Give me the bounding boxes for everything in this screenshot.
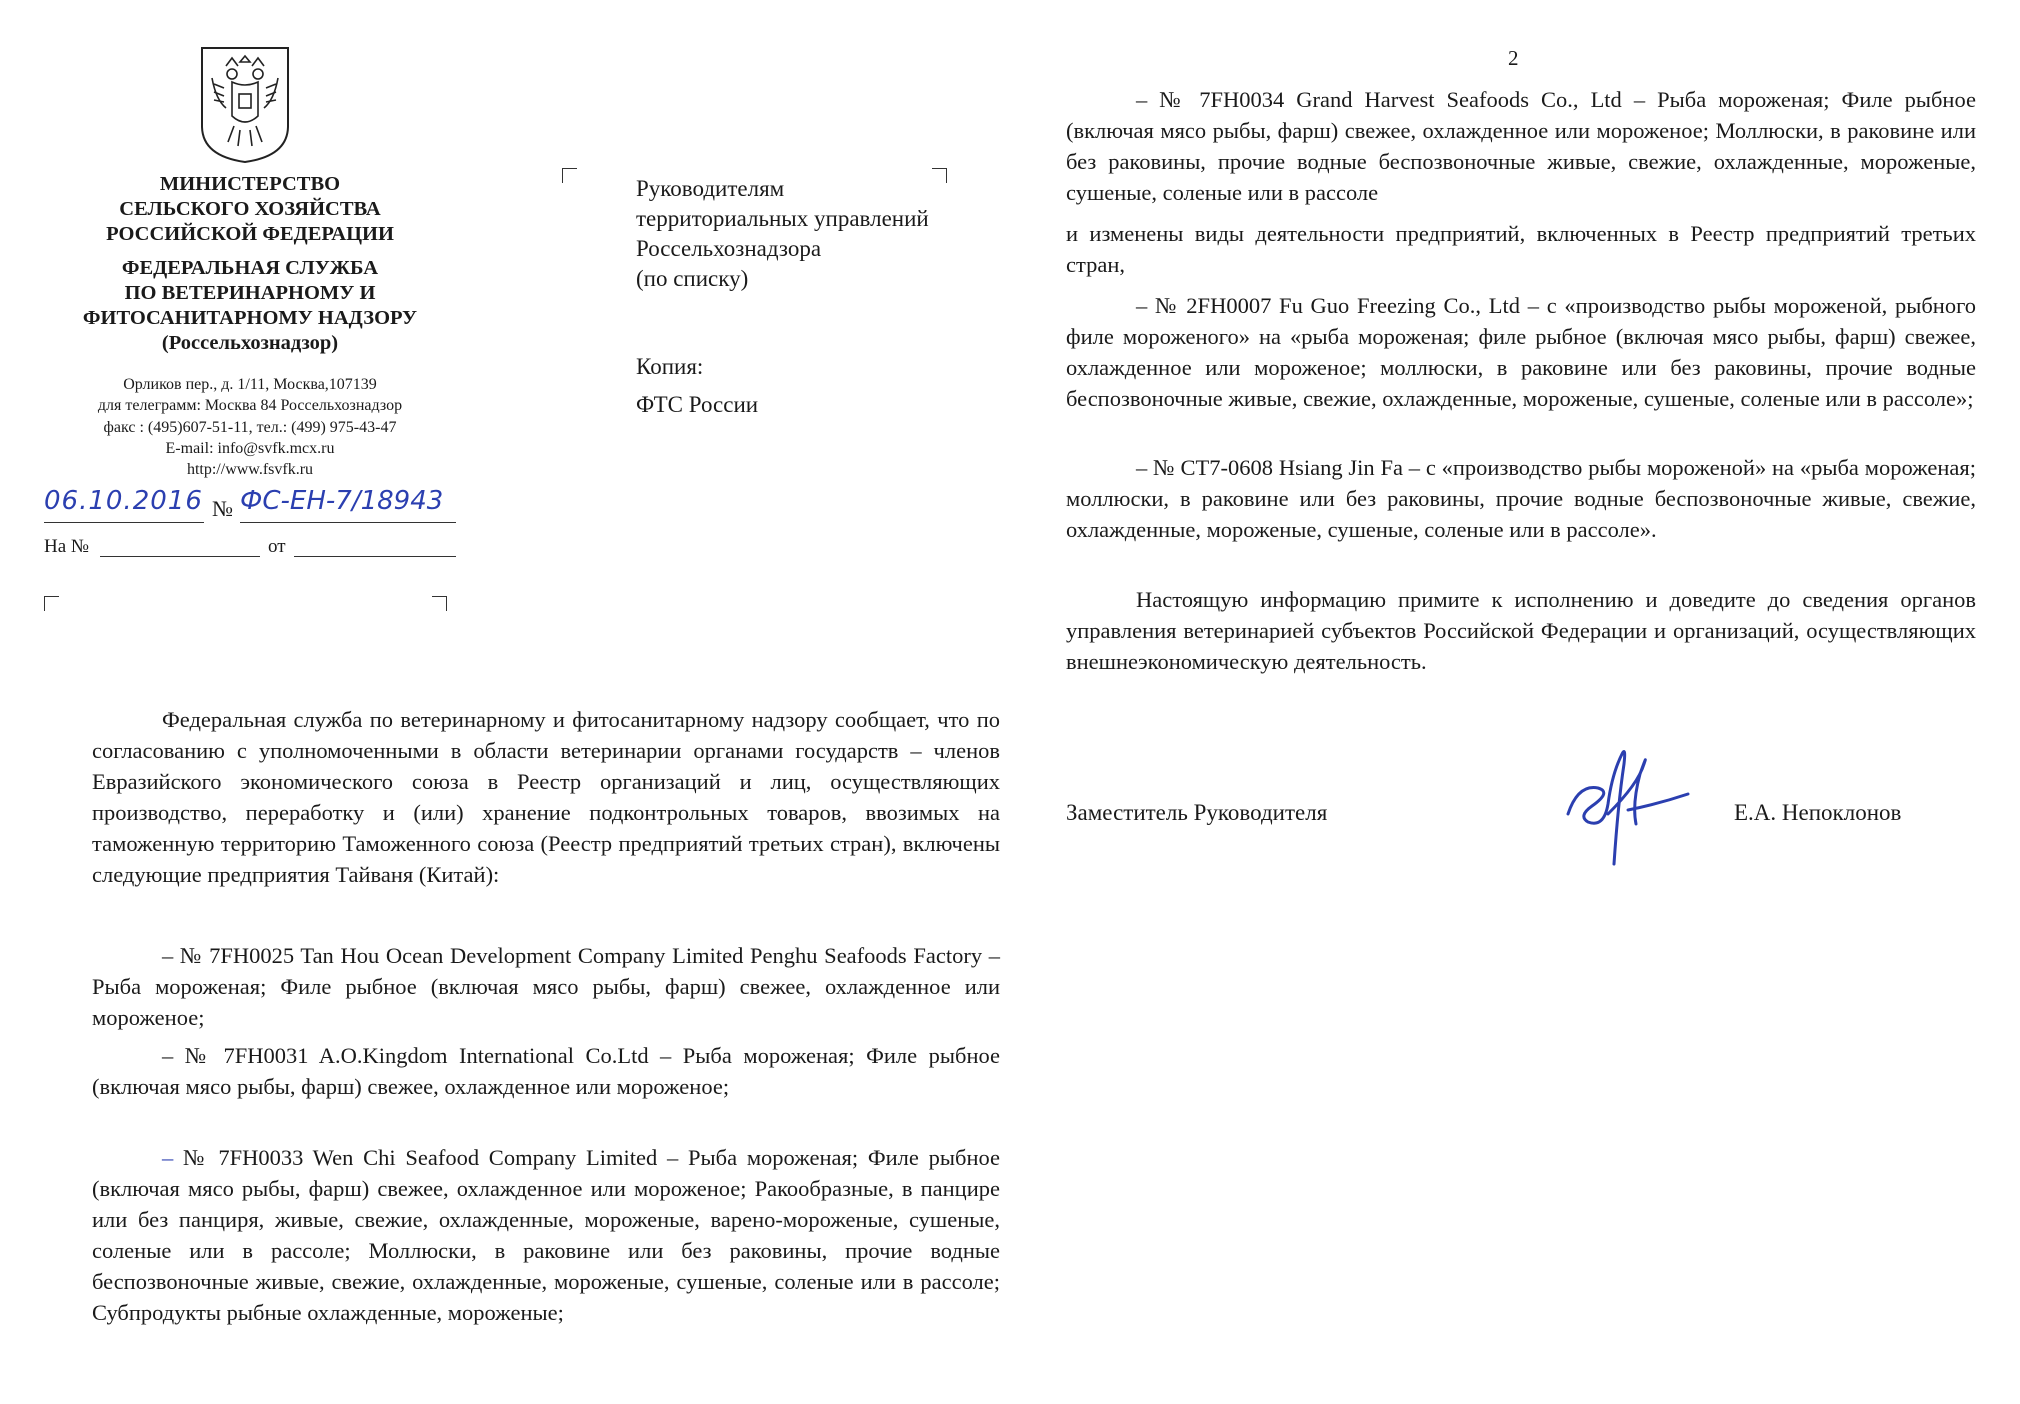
ref-from-label: от bbox=[268, 536, 286, 557]
handwritten-signature bbox=[1548, 744, 1698, 874]
company-item-2FH0007: – № 2FH0007 Fu Guo Freezing Co., Ltd – с «производство рыбы мороженой, рыбного филе мороженого» на «рыба мороженая; филе рыбное (включая мясо рыбы, фарш) свежее, охлажденное или мороженое; моллюски, в раковине или без раковины, прочие водные беспозвоночные живые, свежие, охлажденные, мороженые, сушеные, соленые или в рассоле»; bbox=[1066, 293, 1976, 411]
service-name bbox=[40, 256, 460, 356]
page-number: 2 bbox=[1508, 46, 1519, 70]
service-line: ПО ВЕТЕРИНАРНОМУ И bbox=[124, 282, 376, 304]
addressee-line: территориальных управлений bbox=[636, 206, 929, 231]
intro-paragraph: Федеральная служба по ветеринарному и фитосанитарному надзору сообщает, что по согласованию с уполномоченными в области ветеринарии органами государств – членов Евразийского экономического союза в Реестр организаций и лиц, осуществляющих производство, переработку и (или) хранение подконтрольных товаров, ввозимых на таможенную территорию Таможенного союза (Реестр предприятий третьих стран), включены следующие предприятия Тайваня (Китай): bbox=[92, 707, 1000, 887]
closing-paragraph: Настоящую информацию примите к исполнению и доведите до сведения органов управления ветеринарией субъектов Российской Федерации и организаций, осуществляющих внешнеэкономическую деятельность. bbox=[1066, 587, 1976, 674]
company-item-CT7-0608: – № CT7-0608 Hsiang Jin Fa – с «производство рыбы мороженой» на «рыба мороженая; моллюски, в раковине или без раковины, прочие водные беспозвоночные живые, свежие, охлажденные, мороженые, сушеные, соленые или в рассоле». bbox=[1066, 455, 1976, 542]
address-line: для телеграмм: Москва 84 Россельхознадзор bbox=[97, 397, 403, 415]
ministry-line: РОССИЙСКОЙ ФЕДЕРАЦИИ bbox=[106, 223, 394, 245]
ref-date-line bbox=[294, 556, 456, 557]
ref-label: На № bbox=[44, 536, 90, 557]
addressee-line: Руководителям bbox=[636, 176, 785, 201]
number-field bbox=[240, 486, 456, 523]
address-line: E-mail: info@svfk.mcx.ru bbox=[165, 439, 335, 457]
ref-number-line bbox=[100, 556, 260, 557]
company-item-7FH0025: – № 7FH0025 Tan Hou Ocean Development Company Limited Penghu Seafoods Factory – Рыба мороженая; Филе рыбное (включая мясо рыбы, фарш) свежее, охлажденное или мороженое; bbox=[92, 943, 1000, 1030]
corner-mark bbox=[432, 596, 447, 611]
address-line: факс : (495)607-51-11, тел.: (499) 975-43-47 bbox=[103, 418, 397, 436]
company-item-7FH0033 bbox=[92, 1142, 1000, 1328]
service-line: ФЕДЕРАЛЬНАЯ СЛУЖБА bbox=[121, 257, 379, 279]
ministry-name bbox=[40, 172, 460, 247]
address-line: Орликов пер., д. 1/11, Москва,107139 bbox=[123, 376, 377, 393]
copy-block bbox=[636, 352, 1016, 420]
signatory-name: Е.А. Непоклонов bbox=[1734, 800, 1902, 825]
handwritten-date: 06.10.2016 bbox=[44, 486, 203, 516]
addressee-block bbox=[636, 174, 1016, 294]
company-item-7FH0031: – № 7FH0031 A.O.Kingdom International Co.Ltd – Рыба мороженая; Филе рыбное (включая мясо рыбы, фарш) свежее, охлажденное или мороженое; bbox=[92, 1043, 1000, 1099]
corner-mark bbox=[44, 596, 59, 611]
item-text: № 7FH0033 Wen Chi Seafood Company Limited – Рыба мороженая; Филе рыбное (включая мясо рыбы, фарш) свежее, охлажденное или мороженое; Ракообразные, в панцире или без панциря, живые, свежие, охлажденные, мороженые, варено-мороженые, сушеные, соленые или в рассоле; Моллюски, в раковине или без раковины, прочие водные беспозвоночные живые, свежие, охлажденные, мороженые, сушеные, соленые или в рассоле; Субпродукты рыбные охлажденные, мороженые; bbox=[92, 1145, 1000, 1325]
corner-mark bbox=[562, 168, 577, 183]
sender-address bbox=[40, 374, 460, 480]
signatory-title: Заместитель Руководителя bbox=[1066, 800, 1328, 825]
addressee-line: (по списку) bbox=[636, 266, 749, 291]
coat-of-arms-emblem bbox=[196, 44, 294, 166]
item-dash: – bbox=[162, 1145, 174, 1170]
handwritten-number: ФС-ЕН-7/18943 bbox=[240, 486, 444, 516]
copy-label: Копия: bbox=[636, 354, 704, 379]
company-item-7FH0034: – № 7FH0034 Grand Harvest Seafoods Co., Ltd – Рыба мороженая; Филе рыбное (включая мясо рыбы, фарш) свежее, охлажденное или мороженое; Моллюски, в раковине или без раковины, прочие водные беспозвоночные живые, свежие, охлажденные, мороженые, сушеные, соленые или в рассоле bbox=[1066, 87, 1976, 205]
ministry-line: СЕЛЬСКОГО ХОЗЯЙСТВА bbox=[119, 198, 381, 220]
service-line: (Россельхознадзор) bbox=[161, 332, 339, 354]
copy-recipient: ФТС России bbox=[636, 392, 759, 417]
date-field bbox=[44, 486, 204, 523]
changed-paragraph: и изменены виды деятельности предприятий, включенных в Реестр предприятий третьих стран, bbox=[1066, 221, 1976, 277]
number-sign: № bbox=[212, 496, 233, 521]
service-line: ФИТОСАНИТАРНОМУ НАДЗОРУ bbox=[82, 307, 418, 329]
addressee-line: Россельхознадзора bbox=[636, 236, 822, 261]
address-line: http://www.fsvfk.ru bbox=[186, 461, 314, 479]
ministry-line: МИНИСТЕРСТВО bbox=[159, 173, 341, 195]
